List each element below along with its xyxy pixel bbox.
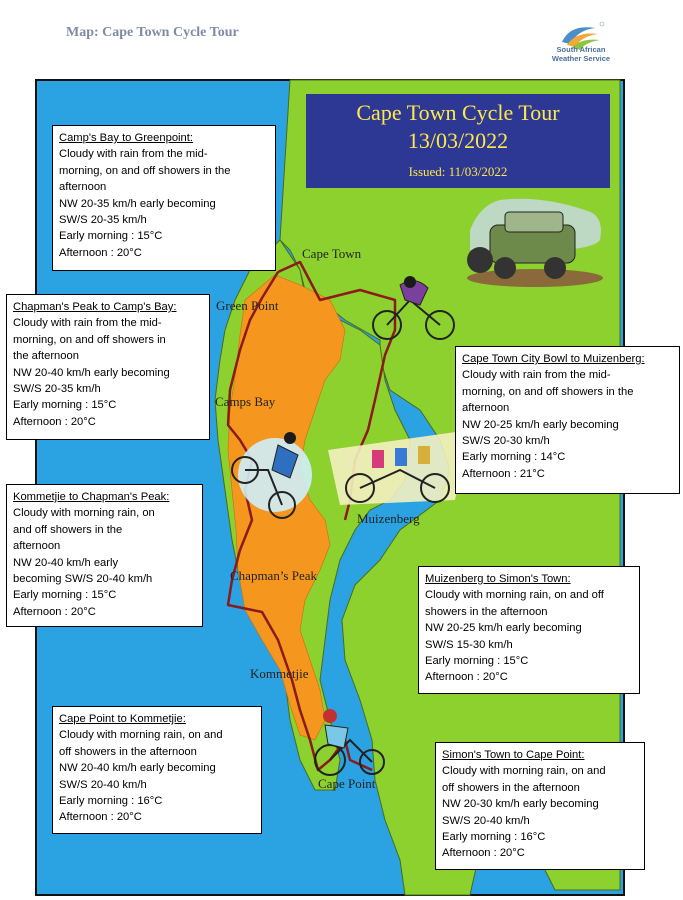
forecast-cape-point-kommetjie: Cape Point to Kommetjie: Cloudy with morning rain, on and off showers in the afternoon NW 20-40 km/h early becoming SW/S 20-40 km/h Early morning : 16°C Afternoon : 20°C bbox=[52, 706, 262, 834]
map-title: Map: Cape Town Cycle Tour bbox=[66, 25, 239, 40]
label-kommetjie: Kommetjie bbox=[250, 666, 309, 681]
forecast-city-bowl-muizenberg: Cape Town City Bowl to Muizenberg: Cloudy with rain from the mid- morning, on and off showers in the afternoon NW 20-25 km/h early becoming SW/S 20-30 km/h Early morning : 14°C Afternoon : 21°C bbox=[455, 346, 680, 494]
label-camps-bay: Camps Bay bbox=[215, 394, 276, 409]
forecast-kommetjie-chapmans-peak: Kommetjie to Chapman's Peak: Cloudy with morning rain, on and off showers in the afternoon NW 20-40 km/h early becoming SW/S 20-40 km/h Early morning : 15°C Afternoon : 20°C bbox=[6, 484, 203, 627]
forecast-muizenberg-simons-town: Muizenberg to Simon's Town: Cloudy with morning rain, on and off showers in the afternoon NW 20-25 km/h early becoming SW/S 15-30 km/h Early morning : 15°C Afternoon : 20°C bbox=[418, 566, 640, 694]
event-date: 13/03/2022 bbox=[407, 128, 509, 153]
forecast-camps-bay-greenpoint: Camp's Bay to Greenpoint: Cloudy with rain from the mid- morning, on and off showers in the afternoon NW 20-35 km/h early becoming SW/S 20-35 km/h Early morning : 15°C Afternoon : 20°C bbox=[52, 125, 276, 271]
issued-date: Issued: 11/03/2022 bbox=[408, 164, 508, 179]
forecast-chapmans-peak-camps-bay: Chapman's Peak to Camp's Bay: Cloudy with rain from the mid- morning, on and off showers in the afternoon NW 20-40 km/h early becoming SW/S 20-35 km/h Early morning : 15°C Afternoon : 20°C bbox=[6, 294, 210, 440]
saws-logo-text: South African Weather Service bbox=[551, 45, 611, 63]
forecast-simons-town-cape-point: Simon's Town to Cape Point: Cloudy with morning rain, on and off showers in the afternoon NW 20-30 km/h early becoming SW/S 20-40 km/h Early morning : 16°C Afternoon : 20°C bbox=[435, 742, 645, 870]
label-muizenberg: Muizenberg bbox=[357, 511, 420, 526]
label-cape-point: Cape Point bbox=[318, 776, 376, 791]
label-chapmans-peak: Chapman’s Peak bbox=[230, 568, 318, 583]
event-title: Cape Town Cycle Tour bbox=[356, 100, 560, 125]
label-cape-town: Cape Town bbox=[302, 246, 362, 261]
label-green-point: Green Point bbox=[216, 298, 279, 313]
event-banner bbox=[306, 94, 610, 188]
jeep-icon bbox=[467, 199, 603, 287]
